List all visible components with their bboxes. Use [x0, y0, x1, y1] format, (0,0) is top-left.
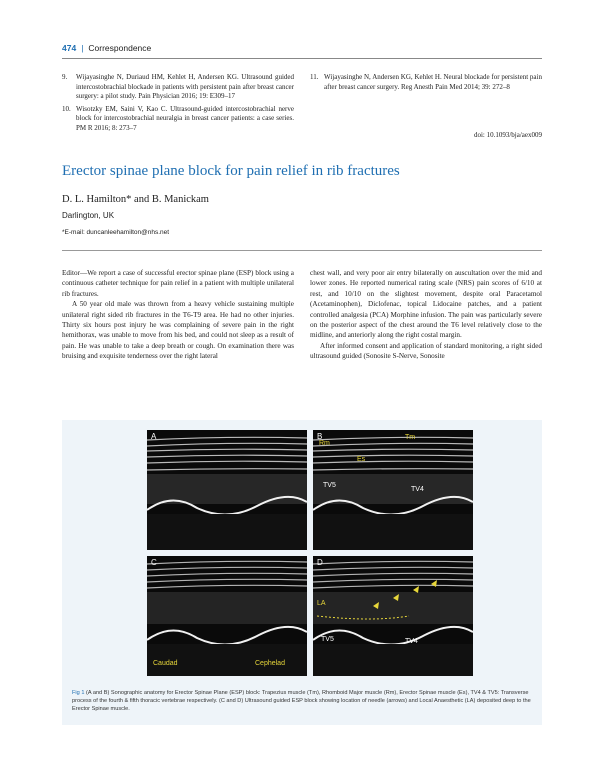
header-separator: |	[81, 43, 84, 53]
body-column-left	[62, 268, 294, 362]
affiliation: Darlington, UK	[62, 211, 115, 220]
running-header	[62, 43, 151, 53]
article-title: Erector spinae plane block for pain relief in rib fractures	[62, 163, 400, 179]
doi-link[interactable]: doi: 10.1093/bja/aex009	[473, 131, 542, 139]
reference-item: 9. Wijayasinghe N, Duriaud HM, Kehlet H, Andersen KG. Ultrasound guided intercostobrachial blockade in patients with persistent pain after breast cancer surgery: a pilot study. Pain Physician 2016; 19: E309–17	[62, 73, 294, 101]
reference-item: 11. Wijayasinghe N, Andersen KG, Kehlet H. Neural blockade for persistent pain after breast cancer surgery. Reg Anesth Pain Med 2014; 39: 272–8	[310, 73, 542, 91]
label-tv4: TV4	[405, 638, 418, 645]
ultrasound-panel-a	[147, 430, 307, 550]
body-column-right	[310, 268, 542, 362]
panel-letter: A	[151, 432, 157, 441]
body-paragraph: Editor—We report a case of successful erector spinae plane (ESP) block using a continuous catheter technique for pain relief in a patient with multiple unilateral rib fractures.	[62, 269, 294, 298]
title-rule	[62, 250, 542, 251]
caption-text: (A and B) Sonographic anatomy for Erector Spinae Plane (ESP) block: Trapezius muscle (Tm), Rhomboid Major muscle (Rm), Erector Spinae muscle (Es), TV4 & TV5: Transverse process of the fourth & fifth thoracic vertebrae respectively. (C and D) Ultrasound guided ESP block showing location of needle (arrows) and Local Anaesthetic (LA) deposited deep to the Erector Spinae muscle.	[72, 690, 531, 712]
panel-letter: D	[317, 558, 323, 567]
body-paragraph: chest wall, and very poor air entry bilaterally on auscultation over the mid and lower zones. He reported numerical rating scale (NRS) pain scores of 6/10 at rest, and 10/10 on the slightest movement, despite oral Paracetamol (Acetaminophen), Diclofenac, topical Lidocaine patches, and a patient controlled analgesia (PCA) Morphine infusion. The pain was particularly severe on the posterior aspect of the chest around the T6 level relatively close to the midline, and anteriorly along the right costal margin.	[310, 269, 542, 340]
label-rm: Rm	[319, 440, 330, 447]
ultrasound-panel-c	[147, 556, 307, 676]
label-caudad: Caudad	[153, 660, 178, 667]
page-number: 474	[62, 43, 77, 53]
label-tv5: TV5	[321, 636, 334, 643]
caption-fig-label: Fig 1	[72, 690, 85, 696]
section-name: Correspondence	[88, 43, 152, 53]
panel-letter: C	[151, 558, 157, 567]
body-paragraph: A 50 year old male was thrown from a heavy vehicle sustaining multiple unilateral right sided rib fractures in the T6-T9 area. He had no other injuries. Thirty six hours post injury he was complaining of severe pain in the right hemithorax, was unable to move from his bed, and could not sleep as a result of pain. He was unable to take a deep breath or cough. On examination there was bruising and exquisite tenderness over the right lateral	[62, 300, 294, 361]
label-tm: Tm	[405, 434, 416, 441]
label-es: Es	[357, 456, 366, 463]
ultrasound-panel-d	[313, 556, 473, 676]
label-tv5: TV5	[323, 482, 336, 489]
reference-item: 10. Wisotzky EM, Saini V, Kao C. Ultrasound-guided intercostobrachial nerve block for intercostobrachial neuralgia in breast cancer patients: a case series. PM R 2016; 8: 273–7	[62, 104, 294, 132]
authors: D. L. Hamilton* and B. Manickam	[62, 194, 209, 205]
ultrasound-panel-b	[313, 430, 473, 550]
label-tv4: TV4	[411, 486, 424, 493]
references-left	[62, 73, 294, 137]
label-cephelad: Cephelad	[255, 660, 285, 667]
label-la: LA	[317, 600, 326, 607]
figure-caption	[72, 690, 532, 713]
email-link[interactable]: *E-mail: duncanleehamilton@nhs.net	[62, 229, 170, 236]
ultrasound-image-a	[147, 430, 307, 550]
ultrasound-image-b	[313, 430, 473, 550]
ultrasound-image-d	[313, 556, 473, 676]
references-right	[310, 73, 542, 95]
ultrasound-image-c	[147, 556, 307, 676]
panel-letter: B	[317, 432, 323, 441]
body-paragraph: After informed consent and application of standard monitoring, a right sided ultrasound guided (Sonosite S-Nerve, Sonosite	[310, 341, 542, 361]
header-rule	[62, 58, 542, 59]
